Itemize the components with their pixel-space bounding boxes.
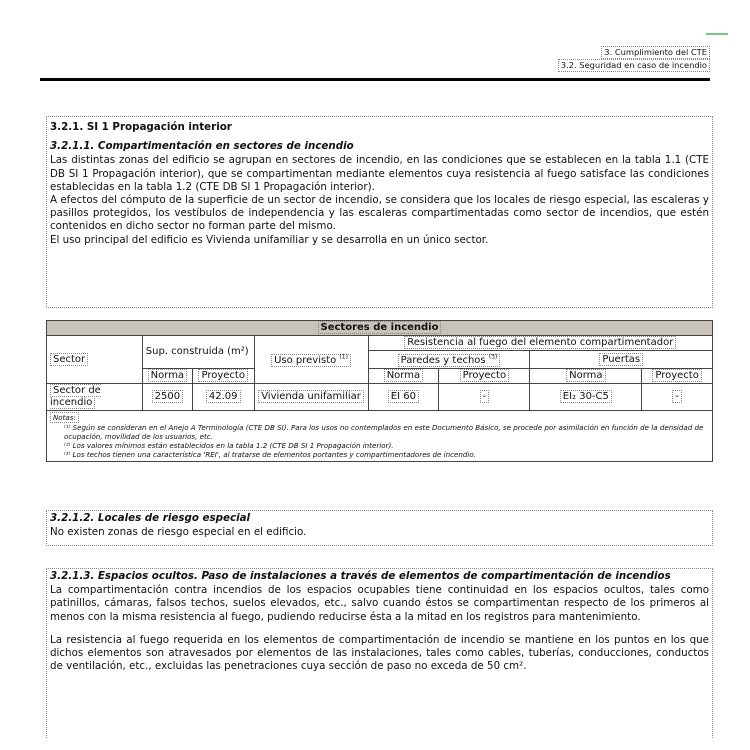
header-section: 3.2. Seguridad en caso de incendio (558, 59, 710, 72)
cell-sector: Sector de incendio (47, 384, 143, 411)
header-accent-line (706, 33, 728, 35)
table-notes (46, 411, 713, 462)
header-proyecto: Proyecto (439, 369, 530, 384)
header-sector: Sector (47, 336, 143, 384)
paragraph: A efectos del cómputo de la superficie de un sector de incendio, se considera que los locales de riesgo especial, las escaleras y pasillos protegidos, los vestíbulos de independencia y las escaleras compartimentadas como sector de incendios, que estén contenidos en dicho sector no forman parte del mismo. (50, 194, 709, 233)
sectores-table (46, 320, 713, 411)
header-proyecto: Proyecto (642, 369, 713, 384)
subsection-title: 3.2.1.3. Espacios ocultos. Paso de instalaciones a través de elementos de compartimentación de incendios (50, 570, 671, 582)
paragraph: La compartimentación contra incendios de los espacios ocupables tiene continuidad en los espacios ocultos, tales como patinillos, cámaras, falsos techos, suelos elevados, etc., salvo cuando éstos se compartimentan respecto de los primeros al menos con la misma resistencia al fuego, pudiendo reducirse ésta a la mitad en los registros para mantenimiento. (50, 584, 709, 623)
cell-puertas-proyecto: - (642, 384, 713, 411)
section-title: 3.2.1. SI 1 Propagación interior (50, 121, 232, 133)
cell-puertas-norma: EI₂ 30-C5 (530, 384, 642, 411)
notes-label: Notas: (50, 412, 79, 423)
header-chapter: 3. Cumplimiento del CTE (601, 46, 710, 59)
table-caption: Sectores de incendio (47, 321, 713, 336)
cell-uso: Vivienda unifamiliar (254, 384, 368, 411)
subsection-title: 3.2.1.1. Compartimentación en sectores de incendio (50, 140, 354, 153)
cell-sup-proyecto: 42.09 (192, 384, 254, 411)
header-norma: Norma (142, 369, 192, 384)
header-norma: Norma (368, 369, 439, 384)
table-row (47, 384, 713, 411)
running-header (558, 46, 710, 72)
section-propagacion-interior (46, 116, 713, 308)
section-espacios-ocultos (46, 568, 713, 738)
paragraph: El uso principal del edificio es Vivienda unifamiliar y se desarrolla en un único sector. (50, 233, 489, 246)
header-puertas: Puertas (530, 351, 713, 369)
cell-sup-norma: 2500 (142, 384, 192, 411)
paragraph: No existen zonas de riesgo especial en el edificio. (50, 526, 307, 539)
header-rule (40, 78, 710, 81)
cell-paredes-norma: EI 60 (368, 384, 439, 411)
table-note: ⁽²⁾ Los valores mínimos están establecidos en la tabla 1.2 (CTE DB SI 1 Propagación interior). (64, 441, 394, 451)
sectores-table-block (46, 320, 713, 462)
table-note: ⁽³⁾ Los techos tienen una característica 'REI', al tratarse de elementos portantes y compartimentadores de incendio. (64, 450, 476, 460)
header-norma: Norma (530, 369, 642, 384)
header-proyecto: Proyecto (192, 369, 254, 384)
subsection-title: 3.2.1.2. Locales de riesgo especial (50, 512, 251, 524)
header-sup-construida: Sup. construida (m²) (142, 336, 254, 369)
section-locales-riesgo (46, 510, 713, 546)
header-paredes-techos: Paredes y techos $^{(3)}$ (368, 351, 530, 369)
cell-paredes-proyecto: - (439, 384, 530, 411)
paragraph: La resistencia al fuego requerida en los elementos de compartimentación de incendio se mantiene en los puntos en los que dichos elementos son atravesados por elementos de las instalaciones, tales como cables, tuberías, conducciones, conductos de ventilación, etc., excluidas las penetraciones cuya sección de paso no exceda de 50 cm². (50, 633, 709, 673)
paragraph: Las distintas zonas del edificio se agrupan en sectores de incendio, en las condiciones que se establecen en la tabla 1.1 (CTE DB SI 1 Propagación interior), que se compartimentan mediante elementos cuya resistencia al fuego satisface las condiciones establecidas en la tabla 1.2 (CTE DB SI 1 Propagación interior). (50, 154, 709, 193)
header-resistencia: Resistencia al fuego del elemento compartimentador (368, 336, 712, 351)
header-uso-previsto: Uso previsto $^{(1)}$ (254, 336, 368, 384)
table-note: ⁽¹⁾ Según se consideran en el Anejo A Terminología (CTE DB SI). Para los usos no contemplados en este Documento Básico, se procede por asimilación en función de la densidad de ocupación, movilidad de los usuarios, etc. (64, 423, 704, 442)
